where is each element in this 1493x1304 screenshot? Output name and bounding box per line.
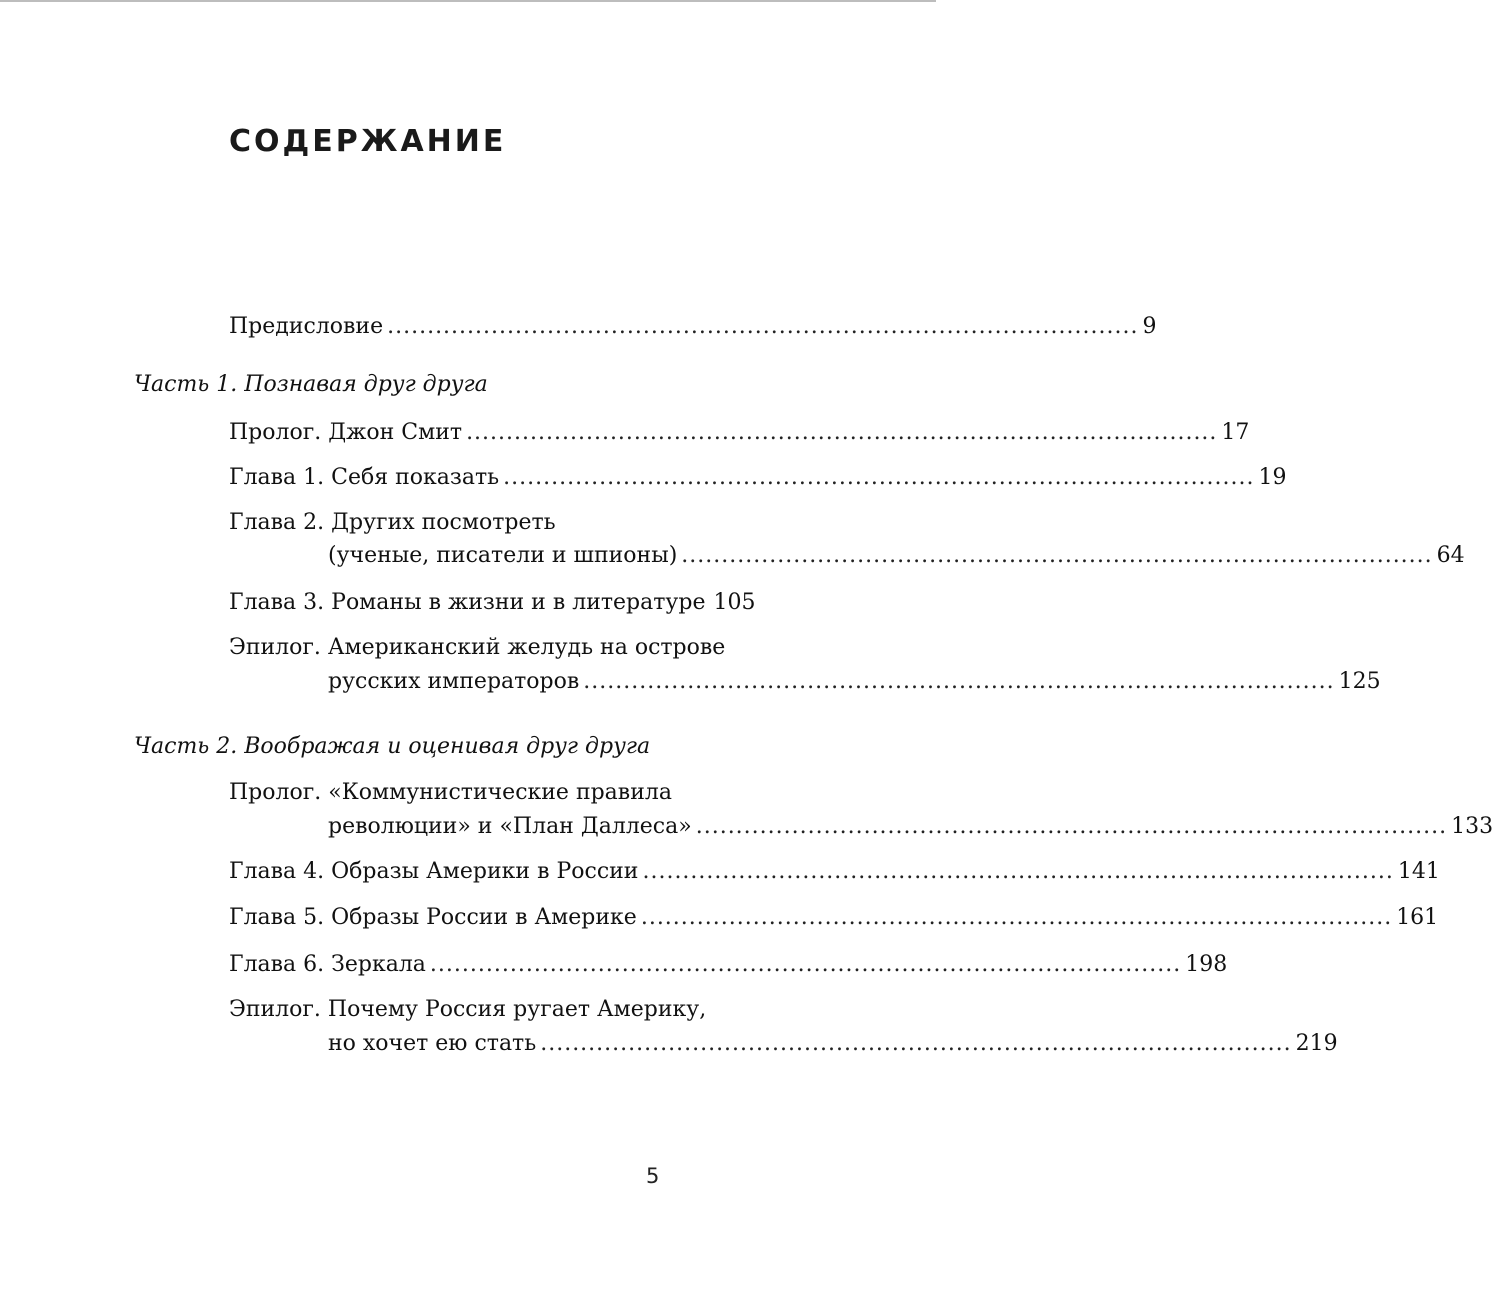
entry-title: Эпилог. Почему Россия ругает Америку, — [229, 997, 707, 1022]
entry-title: Эпилог. Американский желудь на острове — [229, 635, 726, 660]
entry-title: Глава 1. Себя показать — [229, 465, 500, 490]
toc-entry — [229, 463, 1287, 493]
toc-entry — [229, 857, 1440, 887]
entry-title: Пролог. «Коммунистические правила — [229, 780, 672, 805]
entry-title: Предисловие — [229, 314, 384, 339]
dot-leader: .............................................................................................. — [540, 1031, 1292, 1056]
entry-title: Глава 3. Романы в жизни и в литературе — [229, 590, 706, 615]
entry-title: Глава 5. Образы России в Америке — [229, 905, 637, 930]
toc-entry-continuation — [328, 1029, 1338, 1059]
entry-page: 198 — [1185, 952, 1228, 977]
entry-page: 133 — [1451, 814, 1493, 839]
entry-page: 17 — [1221, 420, 1250, 445]
entry-title-cont: революции» и «План Даллеса» — [328, 814, 692, 839]
toc-entry — [229, 588, 756, 618]
top-border — [0, 0, 936, 2]
toc-entry — [229, 418, 1250, 448]
entry-title: Глава 6. Зеркала — [229, 952, 426, 977]
entry-page: 19 — [1258, 465, 1287, 490]
part-1-heading: Часть 1. Познавая друг друга — [134, 372, 488, 397]
dot-leader: .............................................................................................. — [503, 465, 1255, 490]
dot-leader: .............................................................................................. — [466, 420, 1218, 445]
entry-page: 64 — [1436, 543, 1465, 568]
toc-entry-continuation — [328, 541, 1465, 571]
dot-leader: .............................................................................................. — [695, 814, 1448, 839]
entry-page: 125 — [1338, 669, 1381, 694]
toc-entry-preface — [229, 312, 1157, 342]
dot-leader: .............................................................................................. — [681, 543, 1433, 568]
dot-leader: .............................................................................................. — [583, 669, 1335, 694]
toc-entry-continuation — [328, 812, 1493, 842]
entry-page: 219 — [1295, 1031, 1338, 1056]
entry-title-cont: (ученые, писатели и шпионы) — [328, 543, 678, 568]
toc-entry-continuation — [328, 667, 1381, 697]
toc-entry — [229, 950, 1228, 980]
toc-entry — [229, 903, 1439, 933]
entry-title: Глава 4. Образы Америки в России — [229, 859, 639, 884]
dot-leader: .............................................................................................. — [387, 314, 1139, 339]
dot-leader: .............................................................................................. — [429, 952, 1182, 977]
dot-leader: .............................................................................................. — [640, 905, 1393, 930]
entry-page: 9 — [1142, 314, 1157, 339]
entry-title-cont: русских императоров — [328, 669, 580, 694]
dot-leader: .............................................................................................. — [642, 859, 1394, 884]
entry-page: 161 — [1396, 905, 1439, 930]
entry-page: 105 — [713, 590, 756, 615]
entry-title: Пролог. Джон Смит — [229, 420, 463, 445]
toc-heading: СОДЕРЖАНИЕ — [229, 124, 507, 159]
entry-title-cont: но хочет ею стать — [328, 1031, 537, 1056]
entry-page: 141 — [1397, 859, 1440, 884]
page-number: 5 — [646, 1164, 660, 1188]
part-2-heading: Часть 2. Воображая и оценивая друг друга — [134, 734, 651, 759]
entry-title: Глава 2. Других посмотреть — [229, 510, 556, 535]
